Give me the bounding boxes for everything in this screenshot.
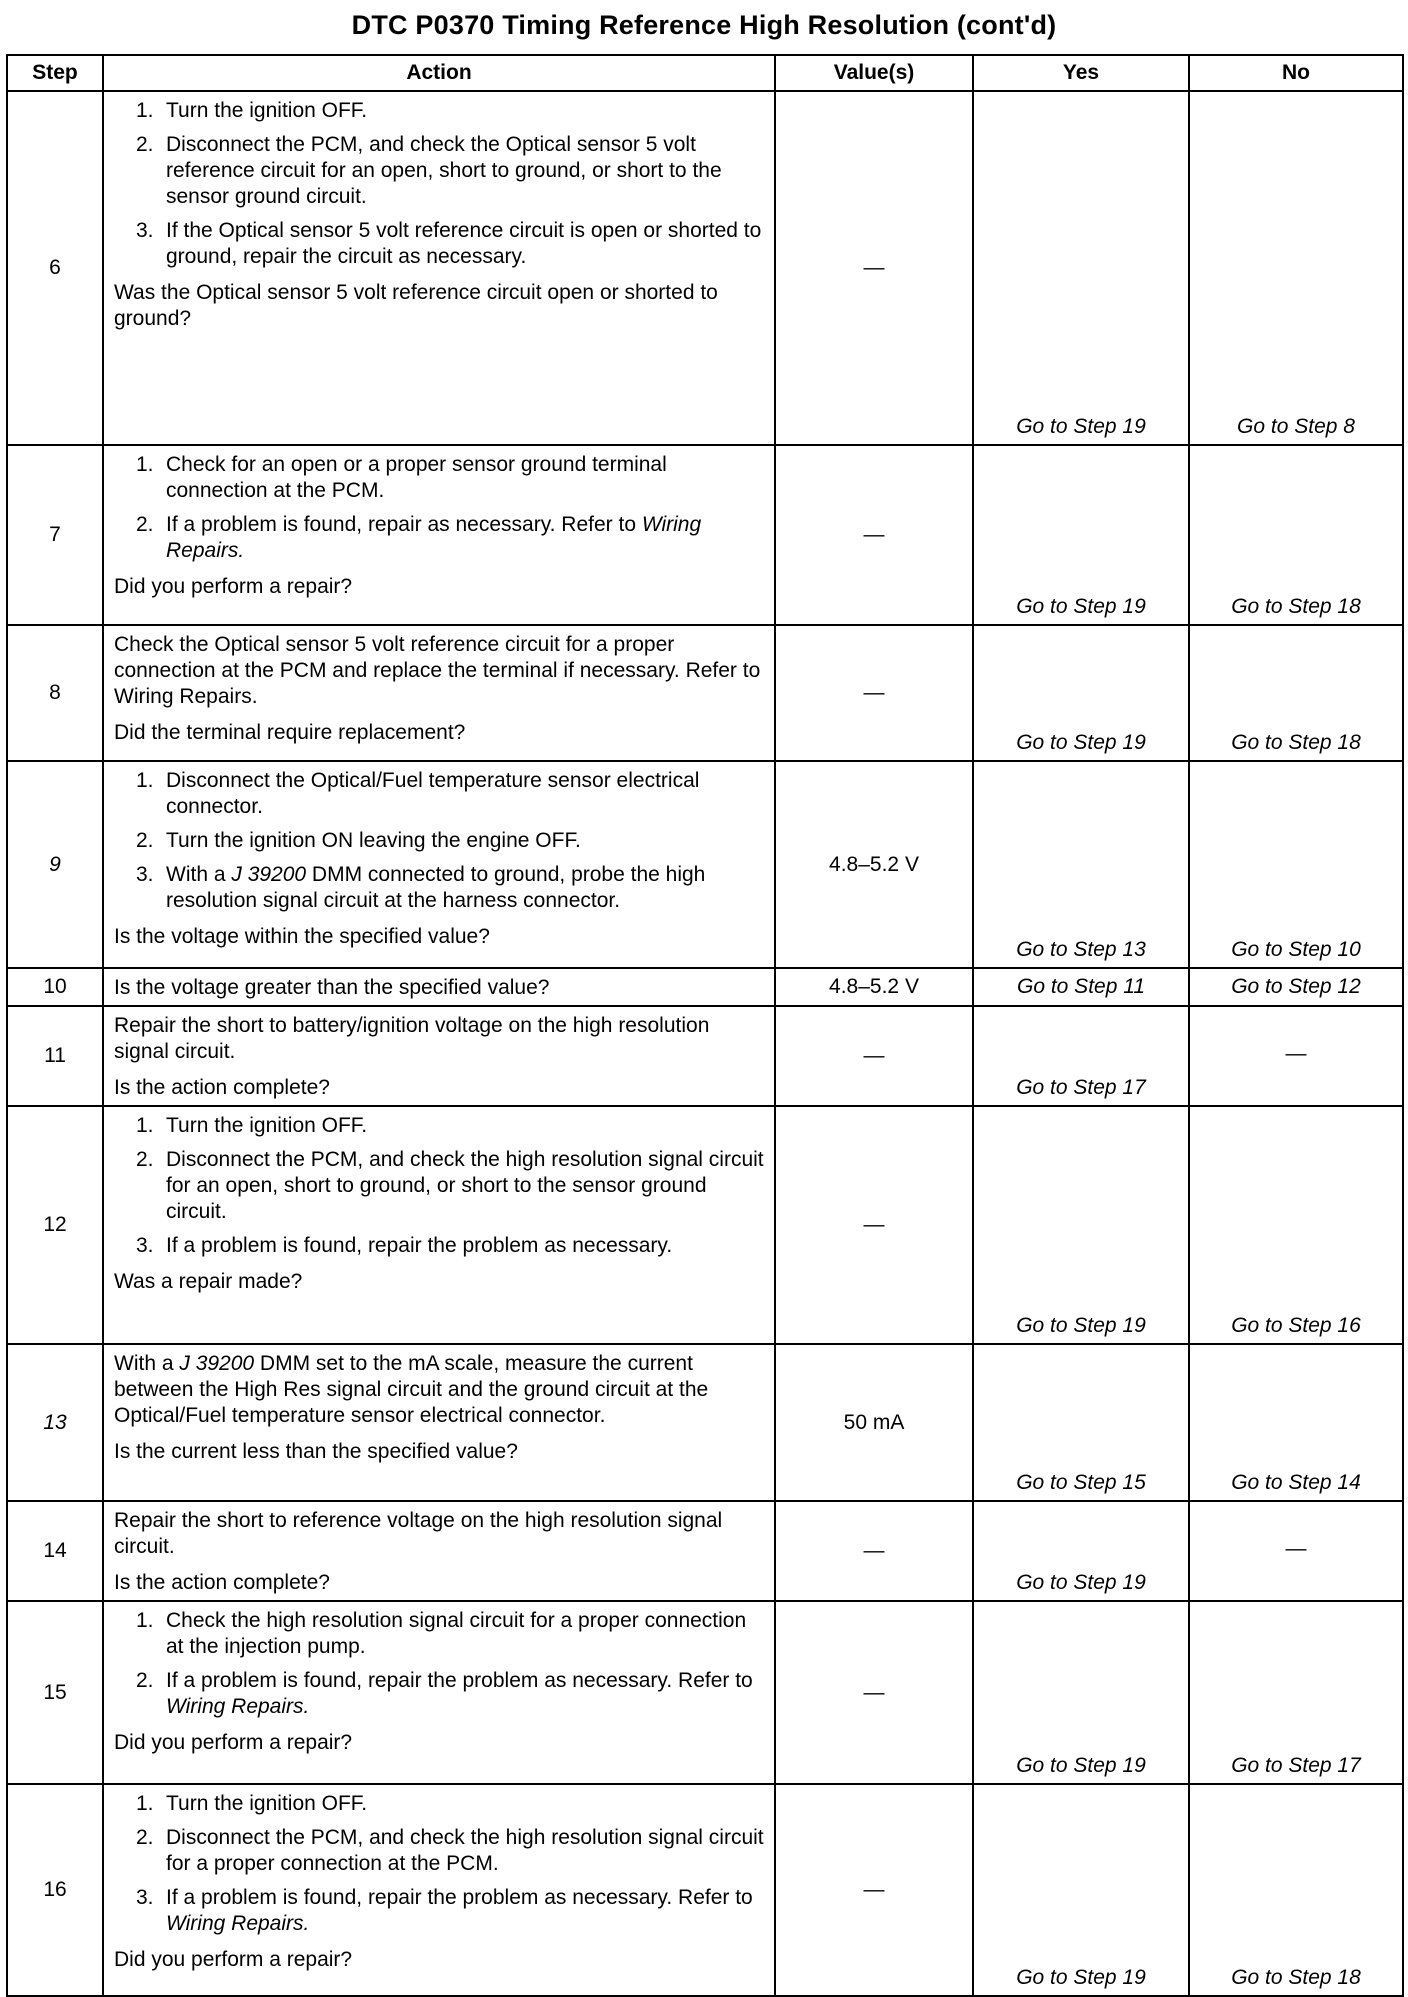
list-number: 2.: [136, 513, 154, 536]
table-row: [7, 445, 1403, 625]
text-run: Disconnect the Optical/Fuel temperature sensor electrical connector.: [166, 769, 700, 818]
value-cell: —: [775, 1006, 973, 1106]
yes-cell: Go to Step 11: [973, 968, 1189, 1006]
table-row: [7, 625, 1403, 761]
action-paragraph: Check the Optical sensor 5 volt reference circuit for a proper connection at the PCM and replace the terminal if necessary. Refer to Wiring Repairs.: [114, 633, 761, 708]
text-run: Turn the ignition OFF.: [166, 99, 368, 122]
list-number: 2.: [136, 1826, 154, 1849]
action-cell: [103, 1601, 775, 1784]
yes-cell: Go to Step 17: [973, 1006, 1189, 1106]
action-content: [114, 1608, 764, 1756]
header-step: Step: [7, 55, 103, 91]
list-item: [114, 98, 764, 124]
step-cell: 13: [7, 1344, 103, 1501]
no-cell: Go to Step 18: [1189, 625, 1403, 761]
action-content: [114, 452, 764, 600]
step-cell: 9: [7, 761, 103, 968]
table-row: [7, 1501, 1403, 1601]
action-question: Was the Optical sensor 5 volt reference circuit open or shorted to ground?: [114, 281, 718, 330]
step-cell: 10: [7, 968, 103, 1006]
action-content: [114, 973, 764, 1001]
action-cell: [103, 1784, 775, 1996]
no-cell: Go to Step 12: [1189, 968, 1403, 1006]
step-cell: 11: [7, 1006, 103, 1106]
action-content: [114, 768, 764, 950]
list-number: 1.: [136, 99, 154, 122]
table-row: [7, 761, 1403, 968]
header-yes: Yes: [973, 55, 1189, 91]
value-cell: —: [775, 1784, 973, 1996]
table-row: [7, 1344, 1403, 1501]
yes-cell: Go to Step 19: [973, 1501, 1189, 1601]
step-cell: 15: [7, 1601, 103, 1784]
list-text: [166, 1825, 764, 1877]
action-question: Was a repair made?: [114, 1270, 303, 1293]
header-values: Value(s): [775, 55, 973, 91]
text-run: DMM connected to ground, probe the high resolution signal circuit at the harness connector.: [166, 863, 706, 912]
diagnostic-table: [6, 54, 1404, 1997]
text-run: Turn the ignition OFF.: [166, 1792, 368, 1815]
action-cell: [103, 445, 775, 625]
action-steps: [114, 1608, 764, 1728]
no-cell: Go to Step 8: [1189, 91, 1403, 445]
list-text: [166, 1233, 672, 1259]
action-question: Is the action complete?: [114, 1571, 330, 1594]
yes-cell: Go to Step 19: [973, 1601, 1189, 1784]
list-number: 2.: [136, 133, 154, 156]
action-steps: [114, 1013, 764, 1073]
action-question: Did you perform a repair?: [114, 1731, 353, 1754]
action-list: [114, 452, 764, 564]
page-title: DTC P0370 Timing Reference High Resolution (cont'd): [351, 10, 1057, 40]
list-text: [166, 1113, 367, 1139]
text-run: With a: [166, 863, 232, 886]
no-cell: Go to Step 17: [1189, 1601, 1403, 1784]
list-text: [166, 1885, 764, 1937]
action-list: [114, 1113, 764, 1259]
text-run: Disconnect the PCM, and check the high resolution signal circuit for a proper connection at the PCM.: [166, 1826, 764, 1875]
list-text: [166, 828, 581, 854]
value-cell: —: [775, 1501, 973, 1601]
action-question: Is the voltage greater than the specified value?: [114, 976, 550, 999]
action-cell: [103, 1106, 775, 1344]
action-paragraph: Repair the short to battery/ignition voltage on the high resolution signal circuit.: [114, 1014, 710, 1063]
list-item: [114, 218, 764, 270]
no-cell: Go to Step 16: [1189, 1106, 1403, 1344]
list-item: [114, 1791, 764, 1817]
reference-text: Wiring Repairs.: [166, 1912, 310, 1935]
action-question: Is the current less than the specified value?: [114, 1440, 518, 1463]
list-item: [114, 768, 764, 820]
list-item: [114, 1233, 764, 1259]
list-number: 2.: [136, 1669, 154, 1692]
value-cell: 4.8–5.2 V: [775, 968, 973, 1006]
yes-cell: Go to Step 19: [973, 91, 1189, 445]
list-text: [166, 1147, 764, 1225]
list-text: [166, 98, 367, 124]
list-number: 1.: [136, 1792, 154, 1815]
text-run: If the Optical sensor 5 volt reference circuit is open or shorted to ground, repair the circuit as necessary.: [166, 219, 762, 268]
list-text: [166, 1668, 764, 1720]
list-item: [114, 1147, 764, 1225]
action-content: [114, 98, 764, 332]
no-cell: Go to Step 10: [1189, 761, 1403, 968]
action-cell: [103, 968, 775, 1006]
yes-cell: Go to Step 19: [973, 625, 1189, 761]
text-run: Check the high resolution signal circuit for a proper connection at the injection pump.: [166, 1609, 747, 1658]
action-steps: [114, 452, 764, 572]
list-number: 2.: [136, 829, 154, 852]
list-item: [114, 862, 764, 914]
list-text: [166, 512, 764, 564]
text-run: If a problem is found, repair as necessary. Refer to: [166, 513, 642, 536]
list-item: [114, 512, 764, 564]
value-cell: —: [775, 1601, 973, 1784]
yes-cell: Go to Step 15: [973, 1344, 1189, 1501]
yes-cell: Go to Step 19: [973, 1784, 1189, 1996]
action-steps: [114, 1508, 764, 1568]
text-run: With a: [114, 1352, 180, 1375]
value-cell: —: [775, 1106, 973, 1344]
no-cell: —: [1189, 1006, 1403, 1106]
list-item: [114, 452, 764, 504]
action-cell: [103, 761, 775, 968]
list-number: 1.: [136, 1609, 154, 1632]
action-paragraph: [114, 1351, 764, 1429]
value-cell: —: [775, 625, 973, 761]
list-item: [114, 1608, 764, 1660]
text-run: If a problem is found, repair the problem as necessary.: [166, 1234, 673, 1257]
list-text: [166, 1608, 764, 1660]
list-text: [166, 452, 764, 504]
action-content: [114, 1013, 764, 1101]
action-question: Did you perform a repair?: [114, 1948, 353, 1971]
action-content: [114, 1351, 764, 1465]
step-cell: 12: [7, 1106, 103, 1344]
yes-cell: Go to Step 19: [973, 445, 1189, 625]
no-cell: Go to Step 18: [1189, 1784, 1403, 1996]
list-number: 3.: [136, 1234, 154, 1257]
action-cell: [103, 91, 775, 445]
list-number: 3.: [136, 219, 154, 242]
table-row: [7, 1106, 1403, 1344]
list-item: [114, 132, 764, 210]
action-paragraph: Repair the short to reference voltage on the high resolution signal circuit.: [114, 1509, 723, 1558]
action-steps: [114, 1113, 764, 1267]
list-item: [114, 1668, 764, 1720]
table-row: [7, 1784, 1403, 1996]
list-number: 3.: [136, 1886, 154, 1909]
action-list: [114, 768, 764, 914]
list-number: 1.: [136, 769, 154, 792]
action-content: [114, 632, 764, 746]
yes-cell: Go to Step 19: [973, 1106, 1189, 1344]
list-text: [166, 132, 764, 210]
text-run: Disconnect the PCM, and check the Optical sensor 5 volt reference circuit for an open, short to ground, or short to the sensor ground circuit.: [166, 133, 722, 208]
table-row: [7, 968, 1403, 1006]
table-row: [7, 1006, 1403, 1106]
action-question: Is the action complete?: [114, 1076, 330, 1099]
reference-text: Wiring Repairs.: [166, 513, 702, 562]
value-cell: 4.8–5.2 V: [775, 761, 973, 968]
list-number: 1.: [136, 1114, 154, 1137]
list-item: [114, 1825, 764, 1877]
list-text: [166, 218, 764, 270]
action-steps: [114, 1351, 764, 1437]
no-cell: Go to Step 18: [1189, 445, 1403, 625]
list-text: [166, 768, 764, 820]
action-steps: [114, 98, 764, 278]
list-number: 1.: [136, 453, 154, 476]
value-cell: 50 mA: [775, 1344, 973, 1501]
list-number: 3.: [136, 863, 154, 886]
step-cell: 16: [7, 1784, 103, 1996]
value-cell: —: [775, 445, 973, 625]
text-run: Disconnect the PCM, and check the high resolution signal circuit for an open, short to ground, or short to the sensor ground circuit.: [166, 1148, 764, 1223]
action-cell: [103, 1006, 775, 1106]
step-cell: 14: [7, 1501, 103, 1601]
text-run: Check for an open or a proper sensor ground terminal connection at the PCM.: [166, 453, 667, 502]
no-cell: Go to Step 14: [1189, 1344, 1403, 1501]
action-cell: [103, 1344, 775, 1501]
list-item: [114, 1885, 764, 1937]
action-list: [114, 1791, 764, 1937]
action-cell: [103, 625, 775, 761]
list-item: [114, 828, 764, 854]
list-item: [114, 1113, 764, 1139]
list-text: [166, 1791, 367, 1817]
table-row: [7, 91, 1403, 445]
value-cell: —: [775, 91, 973, 445]
header-action: Action: [103, 55, 775, 91]
action-content: [114, 1791, 764, 1973]
text-run: If a problem is found, repair the problem as necessary. Refer to: [166, 1669, 753, 1692]
table-row: [7, 1601, 1403, 1784]
reference-text: J 39200: [231, 863, 307, 886]
text-run: Turn the ignition ON leaving the engine OFF.: [166, 829, 581, 852]
list-number: 2.: [136, 1148, 154, 1171]
action-question: Did the terminal require replacement?: [114, 721, 466, 744]
text-run: If a problem is found, repair the problem as necessary. Refer to: [166, 1886, 753, 1909]
action-steps: [114, 768, 764, 922]
step-cell: 8: [7, 625, 103, 761]
table-body: [7, 91, 1403, 1996]
reference-text: Wiring Repairs.: [166, 1695, 310, 1718]
action-steps: [114, 632, 764, 718]
reference-text: J 39200: [179, 1352, 255, 1375]
action-content: [114, 1508, 764, 1596]
yes-cell: Go to Step 13: [973, 761, 1189, 968]
step-cell: 7: [7, 445, 103, 625]
action-content: [114, 1113, 764, 1295]
table-header-row: [7, 55, 1403, 91]
action-question: Is the voltage within the specified value?: [114, 925, 490, 948]
action-list: [114, 1608, 764, 1720]
action-list: [114, 98, 764, 270]
header-no: No: [1189, 55, 1403, 91]
list-text: [166, 862, 764, 914]
action-steps: [114, 1791, 764, 1945]
action-question: Did you perform a repair?: [114, 575, 353, 598]
no-cell: —: [1189, 1501, 1403, 1601]
text-run: Turn the ignition OFF.: [166, 1114, 368, 1137]
step-cell: 6: [7, 91, 103, 445]
action-cell: [103, 1501, 775, 1601]
text-run: DMM set to the mA scale, measure the current between the High Res signal circuit and the ground circuit at the Optical/Fuel temperature sensor electrical connector.: [114, 1352, 709, 1427]
